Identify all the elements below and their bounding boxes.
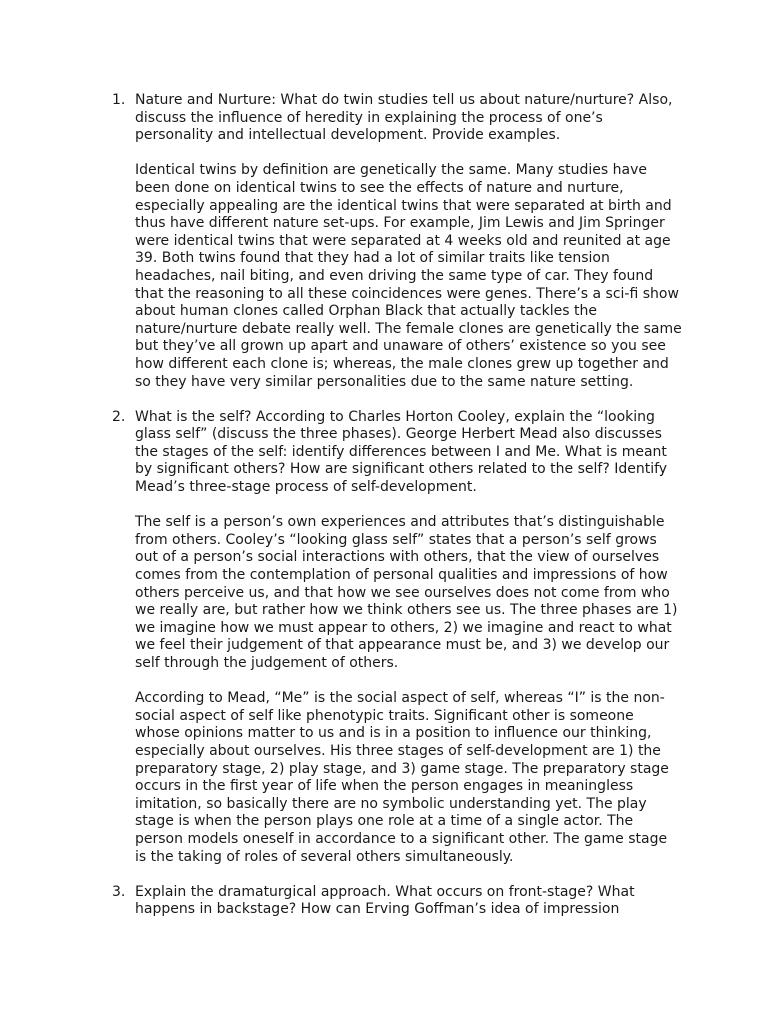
- question-text: Nature and Nurture: What do twin studies tell us about nature/nurture? Also, discuss the influence of heredity in explaining the process of one’s personality and intellectual development. Provide examples.: [135, 92, 673, 144]
- question-number: 2.: [112, 408, 126, 425]
- question-text: Explain the dramaturgical approach. What occurs on front-stage? What happens in backstage? How can Erving Goffman’s idea of impression: [135, 883, 635, 918]
- answer-paragraph: The self is a person’s own experiences and attributes that’s distinguishable from others. Cooley’s “looking glass self” states that a person’s self grows out of a person’s social interactions with others, that the view of ourselves comes from the contemplation of personal qualities and impressions of how others perceive us, and that how we see ourselves does not come from who we really are, but rather how we think others see us. The three phases are 1) we imagine how we must appear to others, 2) we imagine and react to what we feel their judgement of that appearance must be, and 3) we develop our self through the judgement of others.: [135, 514, 678, 671]
- question-list: [112, 92, 682, 937]
- question-item-3: [112, 884, 682, 919]
- question-text: What is the self? According to Charles Horton Cooley, explain the “looking glass self” (discuss the three phases). George Herbert Mead also discusses the stages of the self: identify differences between I and Me. What is meant by significant others? How are significant others related to the self? Identify Mead’s three-stage process of self-development.: [135, 408, 668, 496]
- question-number: 1.: [112, 92, 126, 108]
- question-number: 3.: [112, 883, 126, 900]
- question-item-2: [112, 409, 682, 866]
- answer-paragraph: According to Mead, “Me” is the social aspect of self, whereas “I” is the non-social aspect of self like phenotypic traits. Significant other is someone whose opinions matter to us and is in a position to influence our thinking, especially about ourselves. His three stages of self-development are 1) the preparatory stage, 2) play stage, and 3) game stage. The preparatory stage occurs in the first year of life when the person engages in meaningless imitation, so basically there are no symbolic understanding yet. The play stage is when the person plays one role at a time of a single actor. The person models oneself in accordance to a significant other. The game stage is the taking of roles of several others simultaneously.: [135, 690, 669, 865]
- answer-paragraph: Identical twins by definition are genetically the same. Many studies have been done on identical twins to see the effects of nature and nurture, especially appealing are the identical twins that were separated at birth and thus have different nature set-ups. For example, Jim Lewis and Jim Springer were identical twins that were separated at 4 weeks old and reunited at age 39. Both twins found that they had a lot of similar traits like tension headaches, nail biting, and even driving the same type of car. They found that the reasoning to all these coincidences were genes. There’s a sci-fi show about human clones called Orphan Black that actually tackles the nature/nurture debate really well. The female clones are genetically the same but they’ve all grown up apart and unaware of others’ existence so you see how different each clone is; whereas, the male clones grew up together and so they have very similar personalities due to the same nature setting.: [135, 162, 682, 390]
- question-item-1: [112, 92, 682, 391]
